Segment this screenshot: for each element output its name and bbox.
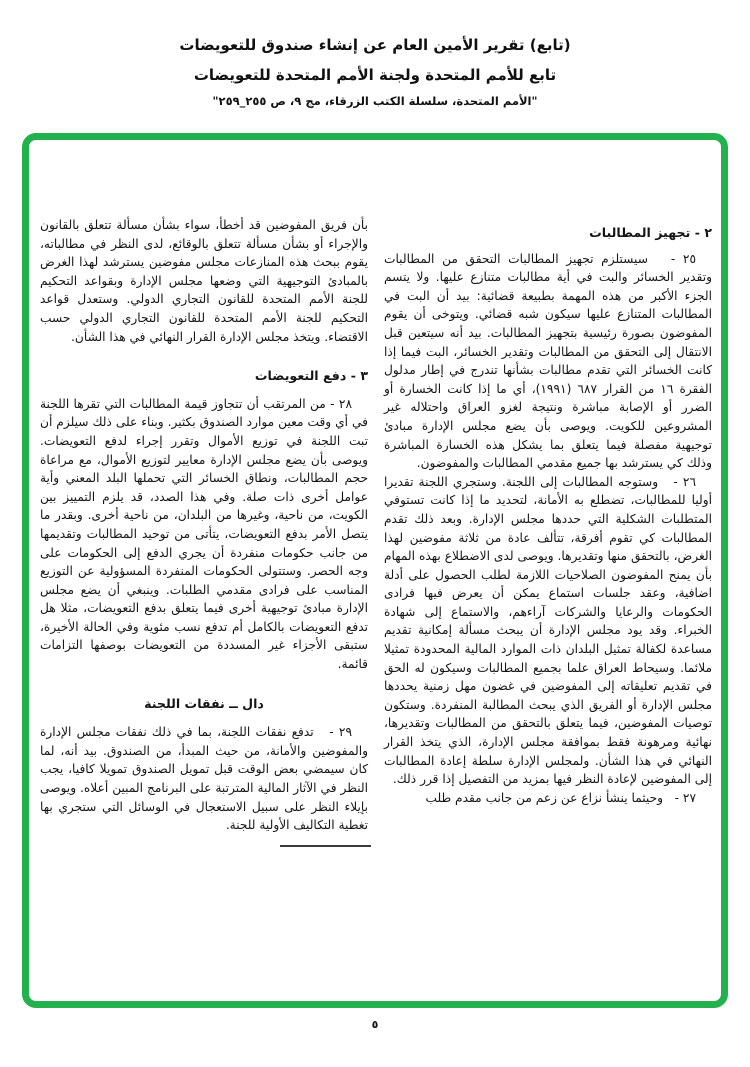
column-right (384, 224, 712, 807)
header-source-citation: "الأمم المتحدة، سلسلة الكتب الزرقاء، مج ٩، ص ٢٥٥_٢٥٩" (212, 94, 538, 108)
document-header (0, 36, 750, 108)
section-heading-commission-expenses: دال ــ نفقات اللجنة (144, 695, 264, 711)
paragraph-29: ٢٩ - تدفع نفقات اللجنة، بما في ذلك نفقات مجلس الإدارة والمفوضين والأمانة، من حيث المبدأ، من الصندوق. بيد أنه، لما كان سيمضي بعض الوقت قبل تمويل الصندوق تمويلا كافيا، يجب النظر في الآثار المالية المترتبة على البرنامج المبين أعلاه. ويوصى بإيلاء النظر على سبيل الاستعجال في الوسائل التي ستجري بها تغطية التكاليف الأولية للجنة. (40, 725, 368, 833)
section-heading-payment: ٣ - دفع التعويضات (254, 368, 368, 384)
footnote-rule (280, 845, 371, 847)
column-left (40, 216, 368, 835)
paragraph-27-continuation: بأن فريق المفوضين قد أخطأ، سواء بشأن مسألة تتعلق بالقانون والإجراء أو بشأن مسألة تتعلق بالوقائع، لدى النظر في مطالباته، يقوم ببحث هذه المنازعات مجلس مفوضين يسترشد لهذا الغرض بالمبادئ التوجيهية التي وضعها مجلس الإدارة وبقواعد التحكيم للجنة الأمم المتحدة للقانون التجاري الدولي. وستعدل قواعد التحكيم للجنة الأمم المتحدة للقانون التجاري الدولي حسب الاقتضاء. ويتخذ مجلس الإدارة القرار النهائي في هذا الشأن. (40, 218, 368, 344)
paragraph-26: ٢٦ - وستوجه المطالبات إلى اللجنة. وستجري اللجنة تقديرا أوليا للمطالبات، تضطلع به الأمانة، لتحديد ما إذا كانت تستوفي المتطلبات الشكلية التي حددها مجلس الإدارة. وبعد ذلك تقدم المطالبات كي تقوم أفرقة، تتألف عادة من ثلاثة مفوضين لهذا الغرض، بالتحقق منها وتقديرها. ويوصى لدى الاضطلاع بهذه المهام بأن يمنح المفوضون الصلاحيات اللازمة لطلب الحصول على أدلة اضافية، وعقد جلسات استماع يمكن أن يعرض فيها فرادى الحكومات والرعايا والشركات آراءهم، والاستماع إلى شهادة الخبراء. وقد يود مجلس الإدارة أن يبحث مسألة إمكانية تقديم مساعدة لكفالة تمثيل البلدان ذات الموارد المالية المحدودة تمثيلا ملائما. وسيحاط العراق علما بجميع المطالبات وسيكون له الحق في تقديم تعليقاته إلى المفوضين في غضون مهل زمنية يحددها مجلس الإدارة أو الفريق الذي يبحث المطالبة المنفردة. وستكون توصيات المفوضين، فيما يتعلق بالتحقق من المطالبات وتقديرها، نهائية ومرهونة فقط بموافقة مجلس الإدارة، الذي يتخذ القرار النهائي في هذا الشأن. ولمجلس الإدارة سلطة إعادة المطالبات إلى المفوضين لإعادة النظر فيها بمزيد من التفصيل إذا قرر ذلك. (384, 474, 712, 787)
header-title-line1: (تابع) تقرير الأمين العام عن إنشاء صندوق للتعويضات (179, 36, 571, 54)
paragraph-27: ٢٧ - وحيثما ينشأ نزاع عن زعم من جانب مقدم طلب (425, 790, 696, 805)
page-number: ٥ (371, 1018, 379, 1031)
header-title-line2: تابع للأمم المتحدة ولجنة الأمم المتحدة للتعويضات (193, 66, 557, 84)
paragraph-28: ٢٨ - من المرتقب أن تتجاوز قيمة المطالبات التي تقرها اللجنة في أي وقت معين موارد الصندوق بكثير. وبناء على ذلك سيلزم أن تبت اللجنة في توزيع الأموال وتقرر إجراء لدفع التعويضات. ويوصى بأن يضع مجلس الإدارة معايير لتوزيع الأموال، مع مراعاة حجم المطالبات، ونطاق الخسائر التي تحملها البلد المعني وأية عوامل أخرى ذات صلة. وفي هذا الصدد، قد يلزم التمييز بين الكويت، من ناحية، وغيرها من البلدان، من ناحية أخرى. وبقدر ما يتصل الأمر بدفع التعويضات، يتأتى من توحيد المطالبات وتقديمها من جانب حكومات منفردة أن يجري الدفع إلى الحكومات على وجه الحصر. وستتولى الحكومات المنفردة المسؤولية عن التوزيع المناسب على فرادى مقدمي الطلبات. وينبغي أن يضع مجلس الإدارة مبادئ توجيهية أخرى فيما يتعلق بدفع التعويضات، مثلا هل تدفع التعويضات بالكامل أم تدفع نسب مئوية وفي الحالة الأخيرة، ستبقى الأجزاء غير المسددة من التعويضات بوصفها التزامات قائمة. (40, 396, 368, 672)
paragraph-25: ٢٥ - سيستلزم تجهيز المطالبات التحقق من المطالبات وتقدير الخسائر والبت في أية مطالبات متنازع عليها. ولا يتسم الجزء الأكبر من هذه المهمة بطبيعة قضائية: بيد أن البت في المطالبات المتنازع عليها سيكون شبه قضائي. ويتوخى أن يقوم المفوضون بصورة رئيسية بتجهيز المطالبات. بيد أنه سيتعين قبل الانتقال إلى التحقق من المطالبات وتقدير الخسائر، البت فيما إذا كانت الخسائر التي تقدم مطالبات بشأنها تندرج في إطار مدلول الفقرة ١٦ من القرار ٦٨٧ (١٩٩١)، أي ما إذا كانت الخسارة أو الضرر أو الإصابة مباشرة ونتيجة لغزو العراق واحتلاله غير المشروعين للكويت. ويوصى بأن يضع مجلس الإدارة مبادئ توجيهية مفصلة فيما يتعلق بما يشكل هذه الخسارة المباشرة وذلك كي يسترشد بها جميع مقدمي المطالبات والمفوضون. (384, 251, 712, 471)
section-heading-claims-processing: ٢ - تجهيز المطالبات (589, 225, 712, 240)
